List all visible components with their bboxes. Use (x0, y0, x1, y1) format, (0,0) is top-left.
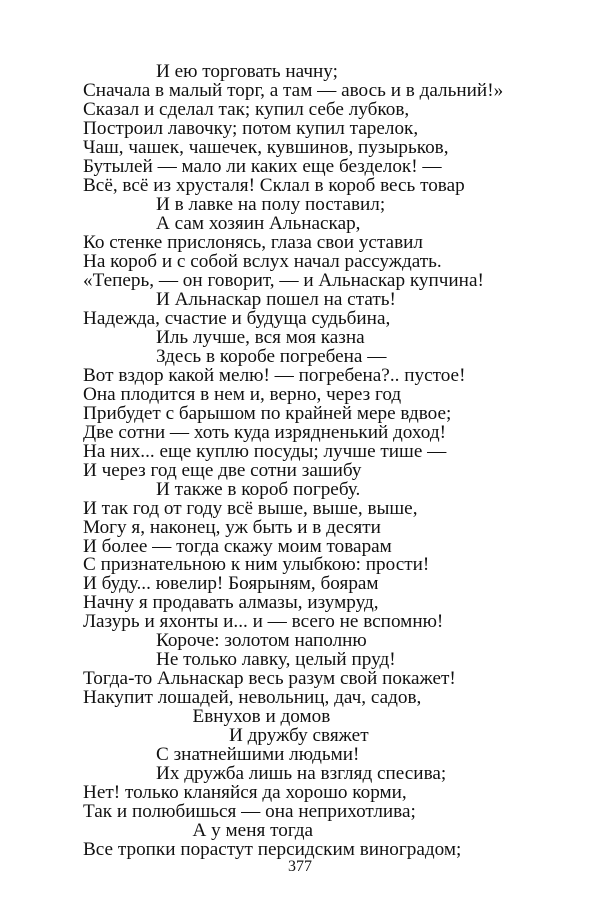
poem-line: Сказал и сделал так; купил себе лубков, (83, 98, 410, 120)
poem-line: Построил лавочку; потом купил тарелок, (83, 117, 419, 139)
poem-line: И через год еще две сотни зашибу (83, 459, 362, 481)
poem-line: Бутылей — мало ли каких еще безделок! — (83, 155, 442, 177)
poem-line: Прибудет с барышом по крайней мере вдвое; (83, 402, 452, 424)
poem-line: Не только лавку, целый пруд! (156, 649, 396, 671)
poem-line: Две сотни — хоть куда изрядненький доход! (83, 421, 446, 443)
poem-line: «Теперь, — он говорит, — и Альнаскар купчина! (83, 269, 484, 291)
poem-line: Евнухов и домов (192, 706, 331, 728)
poem-line: Их дружба лишь на взгляд спесива; (156, 763, 447, 785)
poem-line: На них... еще куплю посуды; лучше тише — (83, 440, 447, 462)
poem-line: Так и полюбишься — она неприхотлива; (83, 801, 416, 823)
poem-line: И ею торговать начну; (156, 61, 338, 82)
poem-line: И Альнаскар пошел на стать! (156, 288, 396, 310)
poem-line: И также в короб погребу. (156, 478, 361, 500)
page-number: 377 (288, 858, 312, 875)
poem-line: Лазурь и яхонты и... и — всего не вспомню! (83, 611, 444, 633)
poem-line: И так год от году всё выше, выше, выше, (83, 497, 418, 519)
poem-line: С знатнейшими людьми! (156, 744, 360, 766)
poem-line: Она плодится в нем и, верно, через год (83, 383, 402, 405)
poem-line: Все тропки порастут персидским виноградом; (83, 839, 462, 861)
poem-line: Иль лучше, вся моя казна (156, 326, 365, 348)
poem-line: А у меня тогда (192, 820, 314, 842)
poem-line: Короче: золотом наполню (156, 630, 367, 652)
poem-line: И дружбу свяжет (229, 725, 369, 747)
poem-line: А сам хозяин Альнаскар, (156, 212, 361, 234)
poem-line: Надежда, счастие и будуща судьбина, (83, 307, 391, 329)
poem-line: Могу я, наконец, уж быть и в десяти (83, 516, 381, 538)
poem-line: Всё, всё из хрусталя! Склал в короб весь товар (83, 174, 465, 196)
poem-line: Ко стенке прислонясь, глаза свои уставил (83, 231, 423, 253)
poem-line: Накупит лошадей, невольниц, дач, садов, (83, 687, 422, 709)
poem-line: Начну я продавать алмазы, изумруд, (83, 592, 379, 614)
poem-line: И буду... ювелир! Боярыням, боярам (83, 573, 379, 595)
poem-line: С признательною к ним улыбкою: прости! (83, 554, 430, 576)
poem-line: На короб и с собой вслух начал рассуждать. (83, 250, 442, 272)
poem-line: Сначала в малый торг, а там — авось и в дальний!» (83, 79, 504, 101)
poem-line: И в лавке на полу поставил; (156, 193, 386, 215)
poem-line: Вот вздор какой мелю! — погребена?.. пустое! (83, 364, 466, 386)
poem-line: И более — тогда скажу моим товарам (83, 535, 392, 557)
poem-line: Нет! только кланяйся да хорошо корми, (83, 782, 407, 804)
poem-line: Чаш, чашек, чашечек, кувшинов, пузырьков, (83, 136, 449, 158)
poem-line: Здесь в коробе погребена — (156, 345, 387, 367)
poem-line: Тогда-то Альнаскар весь разум свой покажет! (83, 668, 456, 690)
